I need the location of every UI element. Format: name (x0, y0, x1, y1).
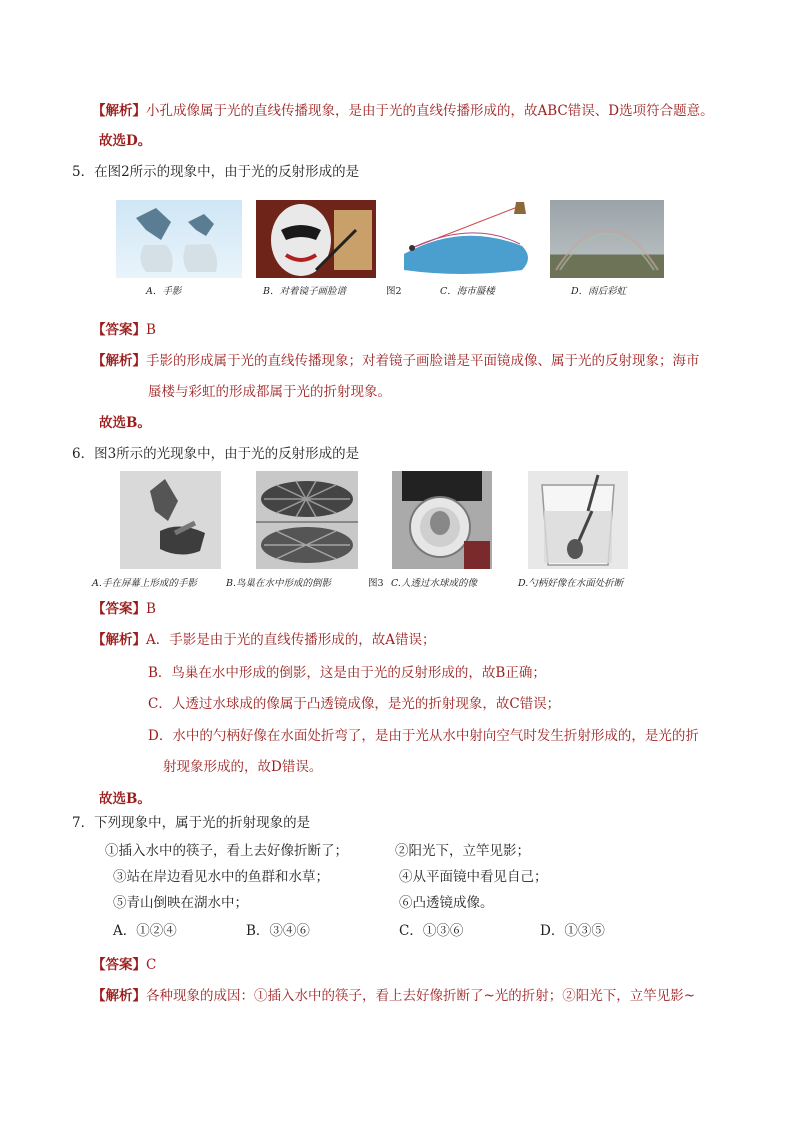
q7-option-d: D．①③⑤ (540, 923, 605, 939)
q5-caption-c: C．海市蜃楼 (440, 286, 495, 297)
q5-photo-hand-shadow (116, 200, 242, 278)
q5-analysis-2: 蜃楼与彩虹的形成都属于光的折射现象。 (148, 384, 391, 400)
q4-analysis (92, 101, 714, 121)
analysis-text: A．手影是由于光的直线传播形成的，故A错误； (146, 632, 436, 648)
q7-option-b: B．③④⑥ (246, 923, 310, 939)
answer-label: 【答案】 (92, 601, 146, 617)
q5-analysis-1 (92, 351, 700, 371)
q6-conclusion: 故选B。 (99, 791, 151, 807)
analysis-label: 【解析】 (92, 103, 146, 119)
q6-caption-b: B.鸟巢在水中形成的倒影 (226, 578, 332, 589)
q6-photo-birds-nest (256, 471, 358, 569)
answer-label: 【答案】 (92, 957, 146, 973)
q7-item-1: ①插入水中的筷子，看上去好像折断了； (105, 843, 348, 859)
q7-option-c: C．①③⑥ (399, 923, 464, 939)
analysis-text: 小孔成像属于光的直线传播现象，是由于光的直线传播形成的，故ABC错误、D选项符合题意。 (146, 103, 714, 119)
q6-figure-label: 图3 (368, 578, 384, 589)
q6-analysis-b: B．鸟巢在水中形成的倒影，这是由于光的反射形成的，故B正确； (148, 665, 546, 681)
q5-photo-mirror-facepaint (256, 200, 376, 278)
q7-item-4: ④从平面镜中看见自己； (399, 869, 548, 885)
q5-photo-rainbow (550, 200, 664, 278)
q7-item-5: ⑤青山倒映在湖水中； (113, 895, 248, 911)
q7-option-a: A．①②④ (113, 923, 177, 939)
answer-value: C (146, 957, 157, 973)
q7-analysis-1 (92, 986, 695, 1006)
q5-caption-d: D．雨后彩虹 (571, 286, 627, 297)
q5-caption-b: B．对着镜子画脸谱 (263, 286, 346, 297)
q7-item-3: ③站在岸边看见水中的鱼群和水草； (113, 869, 329, 885)
q7-answer (92, 955, 156, 975)
q6-analysis-d-cont: 射现象形成的，故D错误。 (163, 759, 323, 775)
q5-stem: 5．在图2所示的现象中，由于光的反射形成的是 (72, 164, 360, 180)
answer-value: B (146, 322, 156, 338)
q5-conclusion: 故选B。 (99, 415, 151, 431)
q6-analysis-a (92, 630, 436, 650)
q5-figure-label: 图2 (386, 286, 402, 297)
q6-analysis-c: C．人透过水球成的像属于凸透镜成像，是光的折射现象，故C错误； (148, 696, 561, 712)
q7-item-2: ②阳光下，立竿见影； (395, 843, 530, 859)
q7-stem: 7．下列现象中，属于光的折射现象的是 (72, 815, 311, 831)
analysis-text: 手影的形成属于光的直线传播现象；对着镜子画脸谱是平面镜成像、属于光的反射现象；海市 (146, 353, 700, 369)
answer-label: 【答案】 (92, 322, 146, 338)
q6-stem: 6．图3所示的光现象中，由于光的反射形成的是 (72, 446, 360, 462)
q6-answer (92, 599, 156, 619)
q4-conclusion: 故选D。 (99, 133, 152, 149)
analysis-label: 【解析】 (92, 632, 146, 648)
analysis-label: 【解析】 (92, 988, 146, 1004)
q5-caption-a: A．手影 (146, 286, 182, 297)
analysis-text: 各种现象的成因：①插入水中的筷子，看上去好像折断了~光的折射；②阳光下，立竿见影~ (146, 988, 696, 1004)
q5-answer (92, 320, 156, 340)
analysis-label: 【解析】 (92, 353, 146, 369)
q6-caption-c: C.人透过水球成的像 (391, 578, 477, 589)
q7-item-6: ⑥凸透镜成像。 (399, 895, 494, 911)
q6-photo-hand-shadow (120, 471, 221, 569)
q6-photo-spoon (528, 471, 628, 569)
q5-photo-mirage (402, 200, 538, 278)
q6-photo-water-ball (392, 471, 492, 569)
q6-caption-a: A.手在屏幕上形成的手影 (92, 578, 197, 589)
q6-caption-d: D.勺柄好像在水面处折断 (518, 578, 624, 589)
answer-value: B (146, 601, 156, 617)
q6-analysis-d: D．水中的勺柄好像在水面处折弯了，是由于光从水中射向空气时发生折射形成的，是光的折 (148, 728, 699, 744)
